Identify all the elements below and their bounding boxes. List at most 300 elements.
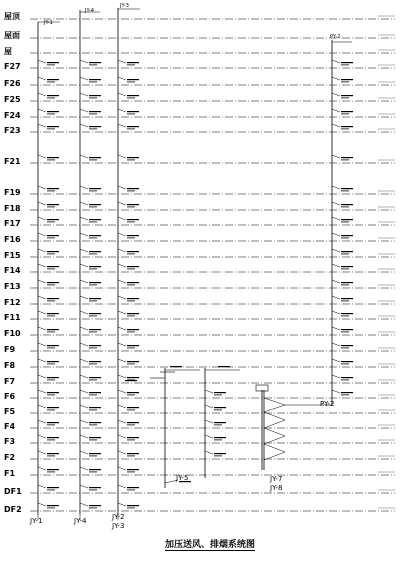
outlet-tag-sub	[47, 207, 55, 208]
outlet-branch	[38, 217, 46, 220]
outlet-branch	[118, 375, 126, 378]
floor-label-F19: F19	[4, 188, 21, 197]
outlet-tag-sub	[47, 508, 55, 509]
outlet-branch	[118, 390, 126, 393]
outlet-branch	[118, 60, 126, 63]
outlet-tag-sub	[341, 301, 349, 302]
outlet-tag-sub	[89, 207, 97, 208]
outlet-tag	[47, 62, 59, 63]
outlet-tag-sub	[47, 222, 55, 223]
outlet-branch	[118, 405, 126, 408]
outlet-tag-sub	[89, 410, 97, 411]
outlet-tag-sub	[47, 160, 55, 161]
outlet-branch	[38, 420, 46, 423]
outlet-tag	[47, 377, 59, 378]
outlet-branch	[118, 435, 126, 438]
outlet-tag-sub	[89, 380, 97, 381]
outlet-branch	[118, 420, 126, 423]
outlet-tag	[47, 453, 59, 454]
outlet-tag-sub	[47, 269, 55, 270]
outlet-branch	[38, 467, 46, 470]
outlet-tag-sub	[341, 82, 349, 83]
outlet-tag	[341, 282, 353, 283]
outlet-tag	[127, 282, 139, 283]
outlet-tag-sub	[214, 425, 222, 426]
floor-label-F7: F7	[4, 377, 16, 386]
outlet-tag-sub	[214, 440, 222, 441]
outlet-branch	[118, 296, 126, 299]
outlet-tag	[170, 366, 182, 367]
floor-label-F21: F21	[4, 157, 21, 166]
outlet-tag	[341, 62, 353, 63]
outlet-tag-sub	[214, 410, 222, 411]
outlet-branch	[80, 249, 88, 252]
outlet-tag-sub	[89, 440, 97, 441]
outlet-branch	[332, 217, 340, 220]
outlet-branch	[332, 249, 340, 252]
outlet-tag-sub	[127, 98, 135, 99]
outlet-tag	[89, 437, 101, 438]
outlet-branch	[80, 327, 88, 330]
outlet-tag	[47, 266, 59, 267]
outlet-tag	[47, 298, 59, 299]
outlet-branch	[38, 155, 46, 158]
outlet-tag	[89, 361, 101, 362]
outlet-tag-sub	[47, 472, 55, 473]
floor-label-F24: F24	[4, 111, 21, 120]
outlet-tag	[89, 422, 101, 423]
outlet-tag	[127, 313, 139, 314]
outlet-tag	[341, 157, 353, 158]
floor-label-F25: F25	[4, 95, 21, 104]
outlet-tag-sub	[127, 316, 135, 317]
outlet-branch	[38, 503, 46, 506]
floor-label-F12: F12	[4, 298, 21, 307]
outlet-tag	[127, 266, 139, 267]
outlet-branch	[332, 186, 340, 189]
outlet-tag-sub	[127, 348, 135, 349]
floor-label-F27: F27	[4, 62, 21, 71]
outlet-tag	[47, 361, 59, 362]
outlet-branch	[118, 186, 126, 189]
outlet-branch	[80, 375, 88, 378]
outlet-branch	[38, 311, 46, 314]
floor-label-DF1: DF1	[4, 487, 22, 496]
diffuser-line	[264, 398, 285, 405]
outlet-branch	[80, 124, 88, 127]
outlet-tag	[89, 219, 101, 220]
outlet-tag-sub	[89, 425, 97, 426]
outlet-branch	[80, 233, 88, 236]
outlet-branch	[38, 280, 46, 283]
outlet-branch	[38, 93, 46, 96]
outlet-branch	[118, 485, 126, 488]
outlet-tag	[89, 79, 101, 80]
outlet-tag	[47, 111, 59, 112]
outlet-tag-sub	[341, 207, 349, 208]
outlet-branch	[332, 109, 340, 112]
outlet-tag	[47, 235, 59, 236]
outlet-tag	[341, 219, 353, 220]
outlet-branch	[38, 249, 46, 252]
outlet-tag	[127, 188, 139, 189]
outlet-tag-sub	[341, 129, 349, 130]
outlet-tag	[89, 95, 101, 96]
outlet-branch	[38, 109, 46, 112]
outlet-tag	[127, 126, 139, 127]
floor-label-F11: F11	[4, 313, 21, 322]
outlet-tag-sub	[47, 440, 55, 441]
diffuser-line	[264, 420, 285, 428]
outlet-branch	[38, 451, 46, 454]
outlet-branch	[80, 420, 88, 423]
outlet-branch	[38, 296, 46, 299]
outlet-branch	[118, 109, 126, 112]
riser-label-jy1: JY-1	[30, 517, 43, 525]
outlet-branch	[205, 420, 213, 423]
riser-label-jy4: JY-4	[74, 517, 87, 525]
outlet-branch	[80, 435, 88, 438]
outlet-tag-sub	[127, 129, 135, 130]
outlet-tag-sub	[89, 269, 97, 270]
outlet-tag	[341, 126, 353, 127]
outlet-tag-sub	[47, 364, 55, 365]
outlet-tag	[127, 377, 139, 378]
outlet-branch	[118, 280, 126, 283]
outlet-tag	[89, 505, 101, 506]
outlet-tag	[47, 79, 59, 80]
outlet-tag	[341, 251, 353, 252]
outlet-tag-sub	[47, 129, 55, 130]
outlet-tag	[214, 422, 226, 423]
outlet-tag-sub	[127, 114, 135, 115]
outlet-tag	[127, 505, 139, 506]
outlet-tag	[47, 282, 59, 283]
floor-label-F17: F17	[4, 219, 21, 228]
outlet-tag	[214, 392, 226, 393]
riser-label-jy3-top: JY-3	[120, 3, 129, 9]
outlet-tag-sub	[127, 508, 135, 509]
outlet-tag-sub	[89, 285, 97, 286]
outlet-tag-sub	[341, 316, 349, 317]
outlet-tag	[341, 266, 353, 267]
outlet-branch	[205, 390, 213, 393]
outlet-tag	[125, 380, 137, 381]
outlet-tag-sub	[89, 456, 97, 457]
outlet-tag-sub	[127, 440, 135, 441]
outlet-branch	[80, 296, 88, 299]
outlet-tag-sub	[89, 508, 97, 509]
floor-label-F2: F2	[4, 453, 16, 462]
outlet-tag	[89, 407, 101, 408]
outlet-tag-sub	[89, 348, 97, 349]
outlet-branch	[80, 359, 88, 362]
outlet-tag	[89, 266, 101, 267]
outlet-tag-sub	[341, 65, 349, 66]
outlet-branch	[80, 155, 88, 158]
outlet-tag-sub	[89, 65, 97, 66]
outlet-tag-sub	[89, 395, 97, 396]
floor-label-F13: F13	[4, 282, 21, 291]
outlet-branch	[118, 264, 126, 267]
outlet-tag-sub	[341, 332, 349, 333]
riser-label-py2: PY-2	[320, 400, 335, 408]
floor-label-F5: F5	[4, 407, 16, 416]
outlet-tag	[214, 437, 226, 438]
outlet-tag-sub	[341, 269, 349, 270]
outlet-tag	[341, 204, 353, 205]
outlet-tag-sub	[214, 456, 222, 457]
outlet-tag-sub	[341, 395, 349, 396]
floor-label-F4: F4	[4, 422, 16, 431]
outlet-tag-sub	[127, 65, 135, 66]
outlet-tag	[47, 126, 59, 127]
outlet-tag-sub	[47, 285, 55, 286]
outlet-branch	[118, 249, 126, 252]
outlet-branch	[332, 296, 340, 299]
outlet-tag-sub	[127, 301, 135, 302]
outlet-tag-sub	[47, 425, 55, 426]
outlet-tag-sub	[89, 490, 97, 491]
outlet-branch	[38, 77, 46, 80]
outlet-tag	[47, 251, 59, 252]
outlet-branch	[80, 93, 88, 96]
outlet-tag	[89, 282, 101, 283]
outlet-tag-sub	[89, 191, 97, 192]
outlet-tag	[127, 392, 139, 393]
outlet-tag	[47, 95, 59, 96]
outlet-branch	[38, 435, 46, 438]
outlet-tag-sub	[89, 254, 97, 255]
outlet-branch	[38, 485, 46, 488]
outlet-tag-sub	[341, 222, 349, 223]
outlet-tag-sub	[89, 301, 97, 302]
outlet-tag-sub	[127, 456, 135, 457]
outlet-branch	[118, 467, 126, 470]
outlet-tag	[89, 453, 101, 454]
riser-label-jy3: JY-3	[112, 522, 125, 530]
outlet-branch	[332, 77, 340, 80]
riser-label-jy1-top: JY-1	[44, 20, 53, 26]
outlet-tag-sub	[47, 65, 55, 66]
outlet-tag	[127, 62, 139, 63]
outlet-tag-sub	[341, 380, 349, 381]
diagram-title: 加压送风、排烟系统图	[164, 540, 255, 550]
outlet-tag	[89, 62, 101, 63]
outlet-tag-sub	[89, 129, 97, 130]
outlet-tag	[47, 313, 59, 314]
outlet-tag	[89, 111, 101, 112]
outlet-tag	[341, 377, 353, 378]
outlet-tag	[127, 157, 139, 158]
outlet-tag-sub	[47, 191, 55, 192]
outlet-tag-sub	[89, 238, 97, 239]
outlet-tag-sub	[341, 254, 349, 255]
outlet-tag	[341, 313, 353, 314]
outlet-tag-sub	[127, 425, 135, 426]
outlet-tag-sub	[89, 98, 97, 99]
outlet-branch	[205, 435, 213, 438]
outlet-tag	[127, 95, 139, 96]
outlet-branch	[332, 202, 340, 205]
outlet-tag	[127, 111, 139, 112]
outlet-tag-sub	[341, 348, 349, 349]
floor-label-F16: F16	[4, 235, 21, 244]
outlet-tag	[341, 188, 353, 189]
outlet-branch	[332, 327, 340, 330]
outlet-tag-sub	[341, 238, 349, 239]
outlet-tag-sub	[127, 364, 135, 365]
outlet-tag	[127, 219, 139, 220]
floor-label-F9: F9	[4, 345, 16, 354]
outlet-branch	[332, 155, 340, 158]
outlet-tag	[47, 469, 59, 470]
riser-label-jy2: JY-2	[112, 513, 125, 521]
outlet-branch	[38, 264, 46, 267]
outlet-tag-sub	[47, 410, 55, 411]
outlet-branch	[80, 280, 88, 283]
outlet-tag-sub	[127, 238, 135, 239]
outlet-tag-sub	[127, 160, 135, 161]
floor-label-roof3: 屋	[4, 47, 12, 56]
outlet-tag-sub	[341, 160, 349, 161]
outlet-tag	[89, 392, 101, 393]
outlet-tag-sub	[47, 254, 55, 255]
outlet-branch	[332, 60, 340, 63]
outlet-tag	[341, 345, 353, 346]
outlet-branch	[332, 280, 340, 283]
outlet-branch	[332, 233, 340, 236]
outlet-tag-sub	[127, 490, 135, 491]
outlet-tag	[127, 422, 139, 423]
outlet-tag	[89, 126, 101, 127]
outlet-tag-sub	[47, 114, 55, 115]
outlet-tag-sub	[214, 395, 222, 396]
outlet-branch	[80, 264, 88, 267]
outlet-tag	[89, 469, 101, 470]
floor-label-roof2: 屋面	[4, 31, 20, 40]
outlet-tag	[341, 79, 353, 80]
floor-label-F14: F14	[4, 266, 21, 275]
outlet-tag-sub	[47, 238, 55, 239]
outlet-tag-sub	[127, 285, 135, 286]
outlet-branch	[38, 233, 46, 236]
outlet-tag-sub	[127, 82, 135, 83]
floor-label-DF2: DF2	[4, 505, 22, 514]
floor-label-F3: F3	[4, 437, 16, 446]
outlet-branch	[80, 217, 88, 220]
outlet-tag-sub	[47, 395, 55, 396]
outlet-tag	[89, 251, 101, 252]
outlet-tag-sub	[127, 254, 135, 255]
outlet-branch	[38, 390, 46, 393]
outlet-tag	[47, 329, 59, 330]
outlet-tag	[127, 298, 139, 299]
floor-label-F6: F6	[4, 392, 16, 401]
outlet-branch	[80, 485, 88, 488]
outlet-tag	[89, 329, 101, 330]
outlet-branch	[80, 405, 88, 408]
outlet-tag	[89, 188, 101, 189]
floor-label-F26: F26	[4, 79, 21, 88]
outlet-tag-sub	[89, 160, 97, 161]
floor-label-F1: F1	[4, 469, 16, 478]
outlet-tag	[47, 392, 59, 393]
outlet-tag	[47, 345, 59, 346]
outlet-branch	[332, 359, 340, 362]
outlet-branch	[80, 343, 88, 346]
outlet-branch	[118, 93, 126, 96]
outlet-tag-sub	[127, 410, 135, 411]
outlet-branch	[38, 202, 46, 205]
outlet-tag	[47, 422, 59, 423]
outlet-tag	[127, 251, 139, 252]
outlet-tag-sub	[47, 98, 55, 99]
outlet-tag-sub	[89, 472, 97, 473]
floor-label-roof1: 屋顶	[4, 12, 20, 21]
outlet-tag-sub	[341, 285, 349, 286]
outlet-branch	[118, 503, 126, 506]
outlet-branch	[332, 390, 340, 393]
outlet-branch	[80, 109, 88, 112]
outlet-branch	[118, 327, 126, 330]
outlet-tag-sub	[341, 364, 349, 365]
outlet-tag	[341, 95, 353, 96]
outlet-tag-sub	[127, 207, 135, 208]
outlet-tag-sub	[127, 222, 135, 223]
outlet-tag-sub	[47, 332, 55, 333]
outlet-branch	[80, 77, 88, 80]
outlet-branch	[80, 186, 88, 189]
outlet-branch	[332, 311, 340, 314]
diffuser-line	[264, 444, 285, 452]
outlet-branch	[205, 451, 213, 454]
outlet-tag	[127, 453, 139, 454]
outlet-tag	[47, 204, 59, 205]
outlet-tag	[127, 345, 139, 346]
riser-label-py-top: PY-2	[330, 34, 341, 40]
outlet-branch	[205, 405, 213, 408]
outlet-branch	[80, 202, 88, 205]
outlet-branch	[332, 343, 340, 346]
outlet-branch	[118, 451, 126, 454]
outlet-branch	[118, 155, 126, 158]
outlet-tag	[127, 407, 139, 408]
diffuser-line	[264, 428, 285, 436]
floor-label-F15: F15	[4, 251, 21, 260]
outlet-tag	[341, 111, 353, 112]
outlet-tag	[47, 487, 59, 488]
outlet-branch	[118, 343, 126, 346]
outlet-tag	[127, 469, 139, 470]
outlet-tag-sub	[47, 490, 55, 491]
outlet-tag-sub	[47, 301, 55, 302]
outlet-tag	[47, 188, 59, 189]
outlet-branch	[38, 375, 46, 378]
outlet-branch	[38, 405, 46, 408]
outlet-tag-sub	[127, 191, 135, 192]
outlet-tag	[127, 437, 139, 438]
riser-label-jy5: JY-5	[176, 474, 189, 482]
floor-label-F8: F8	[4, 361, 16, 370]
outlet-tag	[89, 313, 101, 314]
outlet-tag	[127, 235, 139, 236]
outlet-tag-sub	[89, 316, 97, 317]
outlet-tag	[341, 298, 353, 299]
outlet-tag	[218, 366, 230, 367]
outlet-tag-sub	[47, 348, 55, 349]
outlet-tag	[341, 329, 353, 330]
